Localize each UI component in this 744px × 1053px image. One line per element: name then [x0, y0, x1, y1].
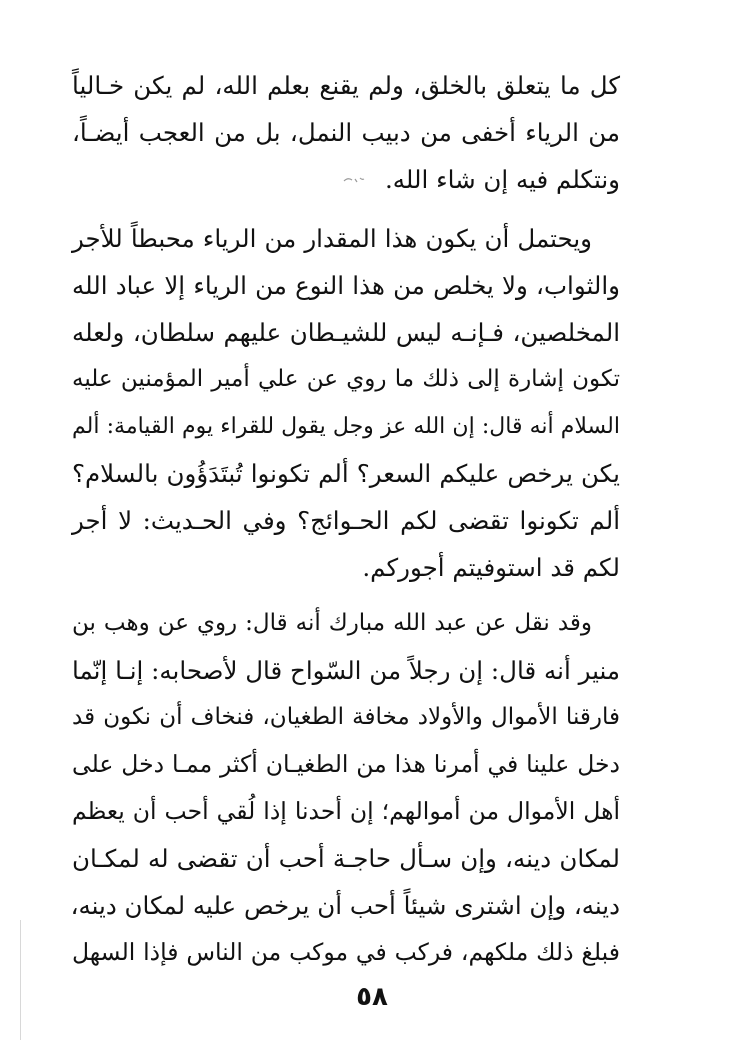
paragraph-2-line-6: يكن يرخص عليكم السعر؟ ألم تكونوا تُبتَدَؤُون بالسلام؟	[72, 459, 620, 488]
paragraph-2-line-8: لكم قد استوفيتم أجوركم.	[362, 553, 620, 582]
paragraph-1-line-3: ونتكلم فيه إن شاء الله.	[385, 165, 620, 194]
paragraph-2-line-4: تكون إشارة إلى ذلك ما روي عن علي أمير المؤمنين عليه	[72, 366, 620, 392]
paragraph-3	[72, 600, 620, 976]
ink-smudge-mark	[342, 174, 366, 184]
paragraph-2	[72, 215, 620, 591]
paragraph-3-line-6: لمكان دينه، وإن سـأل حاجـة أحب أن تقضى له لمكـان	[72, 844, 620, 873]
paragraph-2-line-1: ويحتمل أن يكون هذا المقدار من الرياء محبطاً للأجر	[72, 224, 592, 253]
paragraph-3-line-1: وقد نقل عن عبد الله مبارك أنه قال: روي عن وهب بن	[72, 610, 592, 636]
paragraph-1-line-2: من الرياء أخفى من دبيب النمل، بل من العجب أيضـاً،	[72, 118, 620, 147]
page-number: ٥٨	[356, 982, 388, 1012]
paragraph-3-line-4: دخل علينا في أمرنا هذا من الطغيـان أكثر ممـا دخل على	[72, 750, 620, 778]
paragraph-1-line-1: كل ما يتعلق بالخلق، ولم يقنع بعلم الله، لم يكن خـالياً	[72, 71, 620, 100]
paragraph-2-line-2: والثواب، ولا يخلص من هذا النوع من الرياء إلا عباد الله	[72, 271, 620, 300]
paragraph-3-line-7: دينه، وإن اشترى شيئاً أحب أن يرخص عليه لمكان دينه،	[70, 891, 620, 920]
paragraph-2-line-3: المخلصين، فـإنـه ليس للشيـطان عليهم سلطان، ولعله	[72, 318, 620, 347]
scan-edge-line	[20, 920, 21, 1040]
paragraph-3-line-2: منير أنه قال: إن رجلاً من السّواح قال لأصحابه: إنـا إنّما	[72, 656, 620, 685]
paragraph-3-line-8: فبلغ ذلك ملكهم، فركب في موكب من الناس فإذا السهل	[72, 938, 620, 966]
paragraph-2-line-5: السلام أنه قال: إن الله عز وجل يقول للقراء يوم القيامة: ألم	[72, 414, 620, 439]
paragraph-3-line-5: أهل الأموال من أموالهم؛ إن أحدنا إذا لُقي أحب أن يعظم	[72, 797, 620, 825]
paragraph-3-line-3: فارقنا الأموال والأولاد مخافة الطغيان، فنخاف أن نكون قد	[72, 704, 620, 730]
paragraph-2-line-7: ألم تكونوا تقضى لكم الحـوائج؟ وفي الحـديث: لا أجر	[72, 506, 620, 535]
